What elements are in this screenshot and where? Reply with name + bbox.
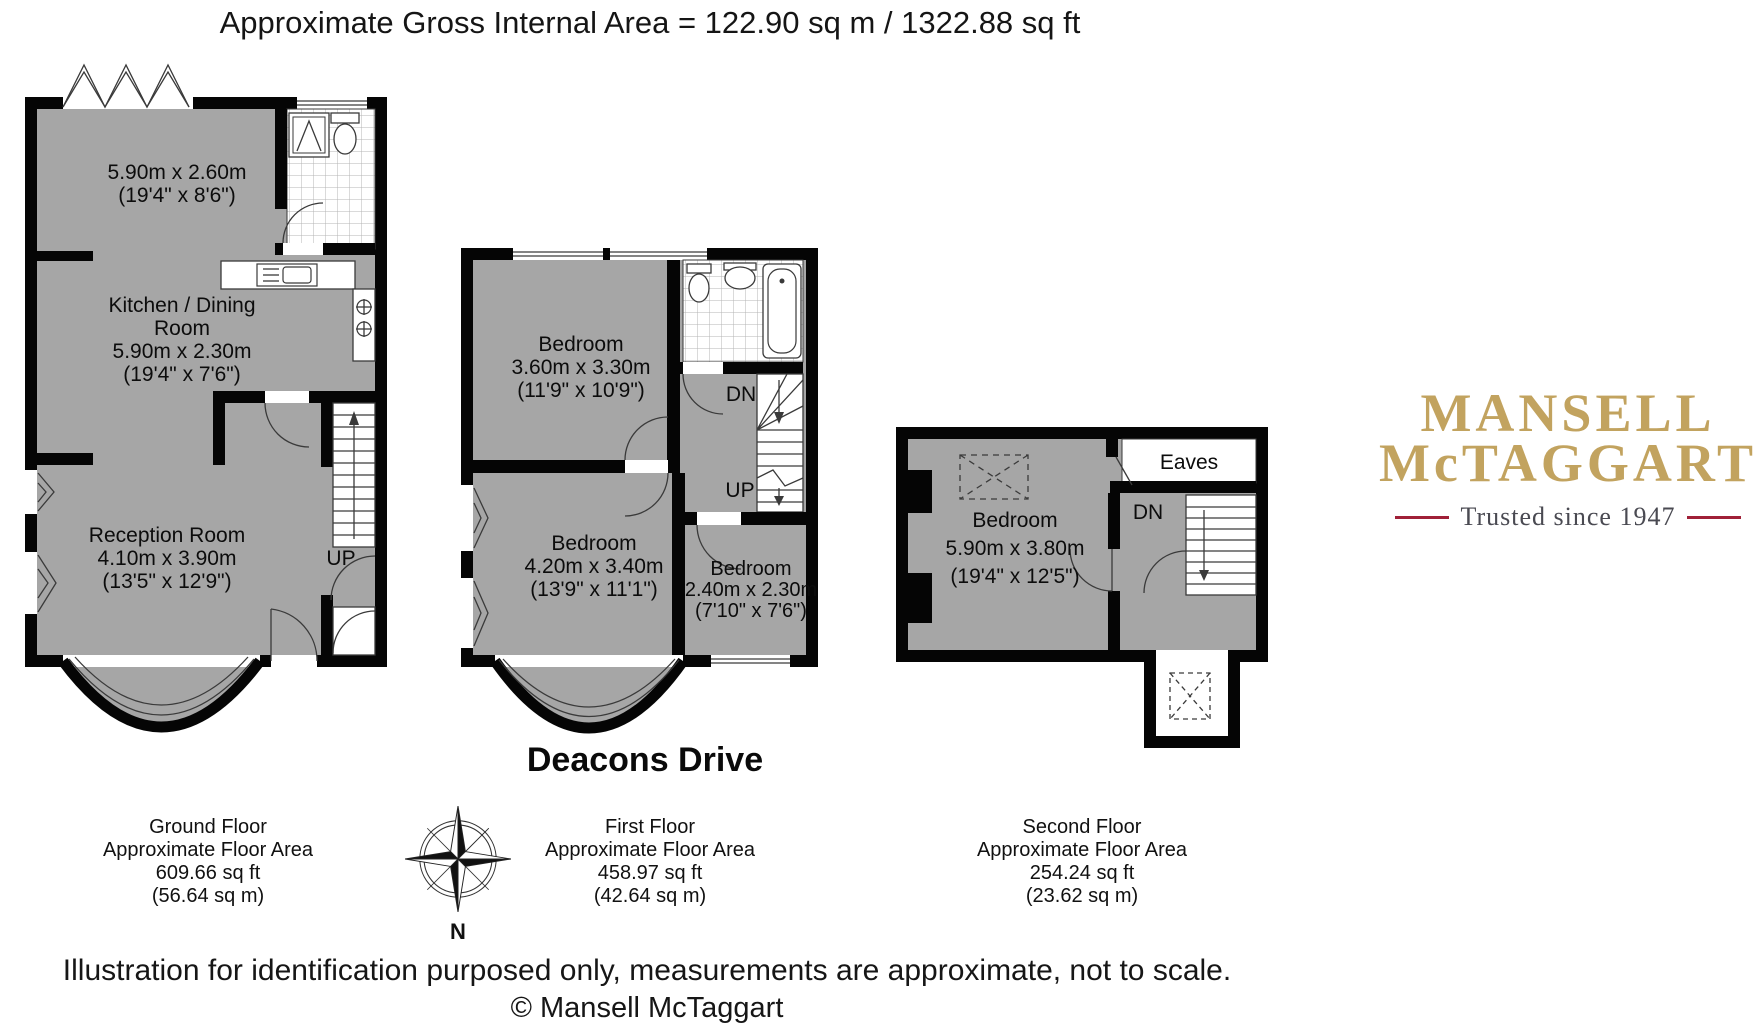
room-dim-imperial: (19'4" x 12'5")	[950, 565, 1080, 588]
floor-area-caption: Approximate Floor Area	[976, 839, 1188, 861]
room-dim-imperial: (13'9" x 11'1")	[530, 578, 658, 601]
room-name: Reception Room	[88, 524, 246, 547]
floor-name: Second Floor	[1022, 816, 1142, 838]
room-dim: 3.60m x 3.30m	[511, 356, 651, 379]
window-icon	[297, 97, 367, 109]
shower-icon	[289, 113, 329, 157]
room-label-kitchen	[108, 294, 255, 386]
ground-floor-summary	[103, 816, 313, 908]
hob-icon	[353, 289, 375, 361]
page-title: Approximate Gross Internal Area = 122.90 sq m / 1322.88 sq ft	[219, 5, 1081, 40]
street-name: Deacons Drive	[526, 741, 764, 779]
room-dim-imperial: (19'4" x 8'6")	[118, 184, 236, 207]
room-name: Bedroom	[538, 333, 624, 356]
room-name: Bedroom	[710, 558, 792, 580]
floor-name: First Floor	[604, 816, 695, 838]
room-label-bedroom	[946, 507, 1085, 591]
room-name: Kitchen / Dining	[108, 294, 256, 317]
tagline-rule-left	[1395, 516, 1449, 519]
room-dim-imperial: (13'5" x 12'9")	[102, 570, 232, 593]
stairs-up-label: UP	[326, 547, 356, 570]
rear-protrusion	[1144, 650, 1240, 748]
compass-north-label: N	[450, 919, 466, 944]
room-dim: 2.40m x 2.30m	[684, 579, 818, 601]
compass-rose-icon	[405, 806, 511, 912]
copyright-text: © Mansell McTaggart	[510, 992, 784, 1024]
room-dim-imperial: (7'10" x 7'6")	[695, 600, 807, 622]
agency-logo	[1372, 383, 1760, 532]
ground-floor-drawing	[25, 55, 387, 745]
room-dim: 4.20m x 3.40m	[524, 555, 664, 578]
first-floor-plan	[457, 240, 830, 752]
floor-area-caption: Approximate Floor Area	[102, 839, 314, 861]
floor-area-caption: Approximate Floor Area	[544, 839, 756, 861]
floor-area-sqm: (56.64 sq m)	[151, 885, 265, 907]
floor-area-sqm: (42.64 sq m)	[593, 885, 707, 907]
porch	[333, 607, 375, 655]
staircase	[757, 374, 803, 512]
room-label-bedroom3	[685, 559, 817, 622]
logo-tagline-row	[1372, 502, 1760, 532]
room-dim-imperial: (19'4" x 7'6")	[123, 363, 241, 386]
first-floor-drawing	[457, 240, 830, 752]
room-label-bedroom2	[525, 532, 664, 601]
first-floor-summary	[545, 816, 755, 908]
logo-name-line1: MANSELL	[1420, 383, 1716, 443]
tagline-rule-right	[1687, 516, 1741, 519]
second-floor-summary	[977, 816, 1187, 908]
disclaimer-text: Illustration for identification purposed only, measurements are approximate, not to scale.	[62, 954, 1232, 987]
room-name: Bedroom	[551, 532, 637, 555]
logo-tagline: Trusted since 1947	[1460, 502, 1676, 531]
sink-icon	[724, 263, 756, 289]
floor-area-sqft: 609.66 sq ft	[155, 862, 261, 884]
stairs-down-label: DN	[725, 383, 757, 406]
folding-door-icon	[63, 65, 193, 109]
toilet-icon	[687, 264, 711, 302]
room-dim: 5.90m x 3.80m	[945, 537, 1085, 560]
floor-area-sqm: (23.62 sq m)	[1025, 885, 1139, 907]
room-dim: 5.90m x 2.60m	[107, 161, 247, 184]
gf-bathroom	[275, 109, 375, 255]
second-floor-plan	[888, 415, 1283, 760]
room-label-reception	[89, 524, 245, 593]
room-dim: 4.10m x 3.90m	[97, 547, 237, 570]
floor-area-sqft: 254.24 sq ft	[1029, 862, 1135, 884]
room-label-bedroom1	[512, 333, 651, 402]
interior-wall	[25, 251, 93, 261]
room-name: Room	[153, 317, 211, 340]
floor-name: Ground Floor	[149, 816, 267, 838]
floor-area-sqft: 458.97 sq ft	[597, 862, 703, 884]
room-name: Bedroom	[972, 509, 1058, 532]
room-dim-imperial: (11'9" x 10'9")	[517, 379, 645, 402]
compass	[405, 806, 511, 945]
window-icon	[513, 248, 707, 260]
eaves-label: Eaves	[1159, 451, 1219, 474]
room-dim: 5.90m x 2.30m	[112, 340, 252, 363]
ground-floor-plan	[25, 55, 387, 745]
staircase-up	[333, 403, 375, 547]
window-icon	[711, 655, 790, 667]
kitchen-counter-icon	[221, 261, 355, 289]
room-label-gf-top	[108, 161, 247, 207]
bathtub-icon	[763, 264, 801, 358]
stairs-up-label: UP	[725, 479, 755, 502]
logo-name-line2: McTAGGART	[1378, 433, 1758, 493]
stairs-down-label: DN	[1132, 501, 1164, 524]
